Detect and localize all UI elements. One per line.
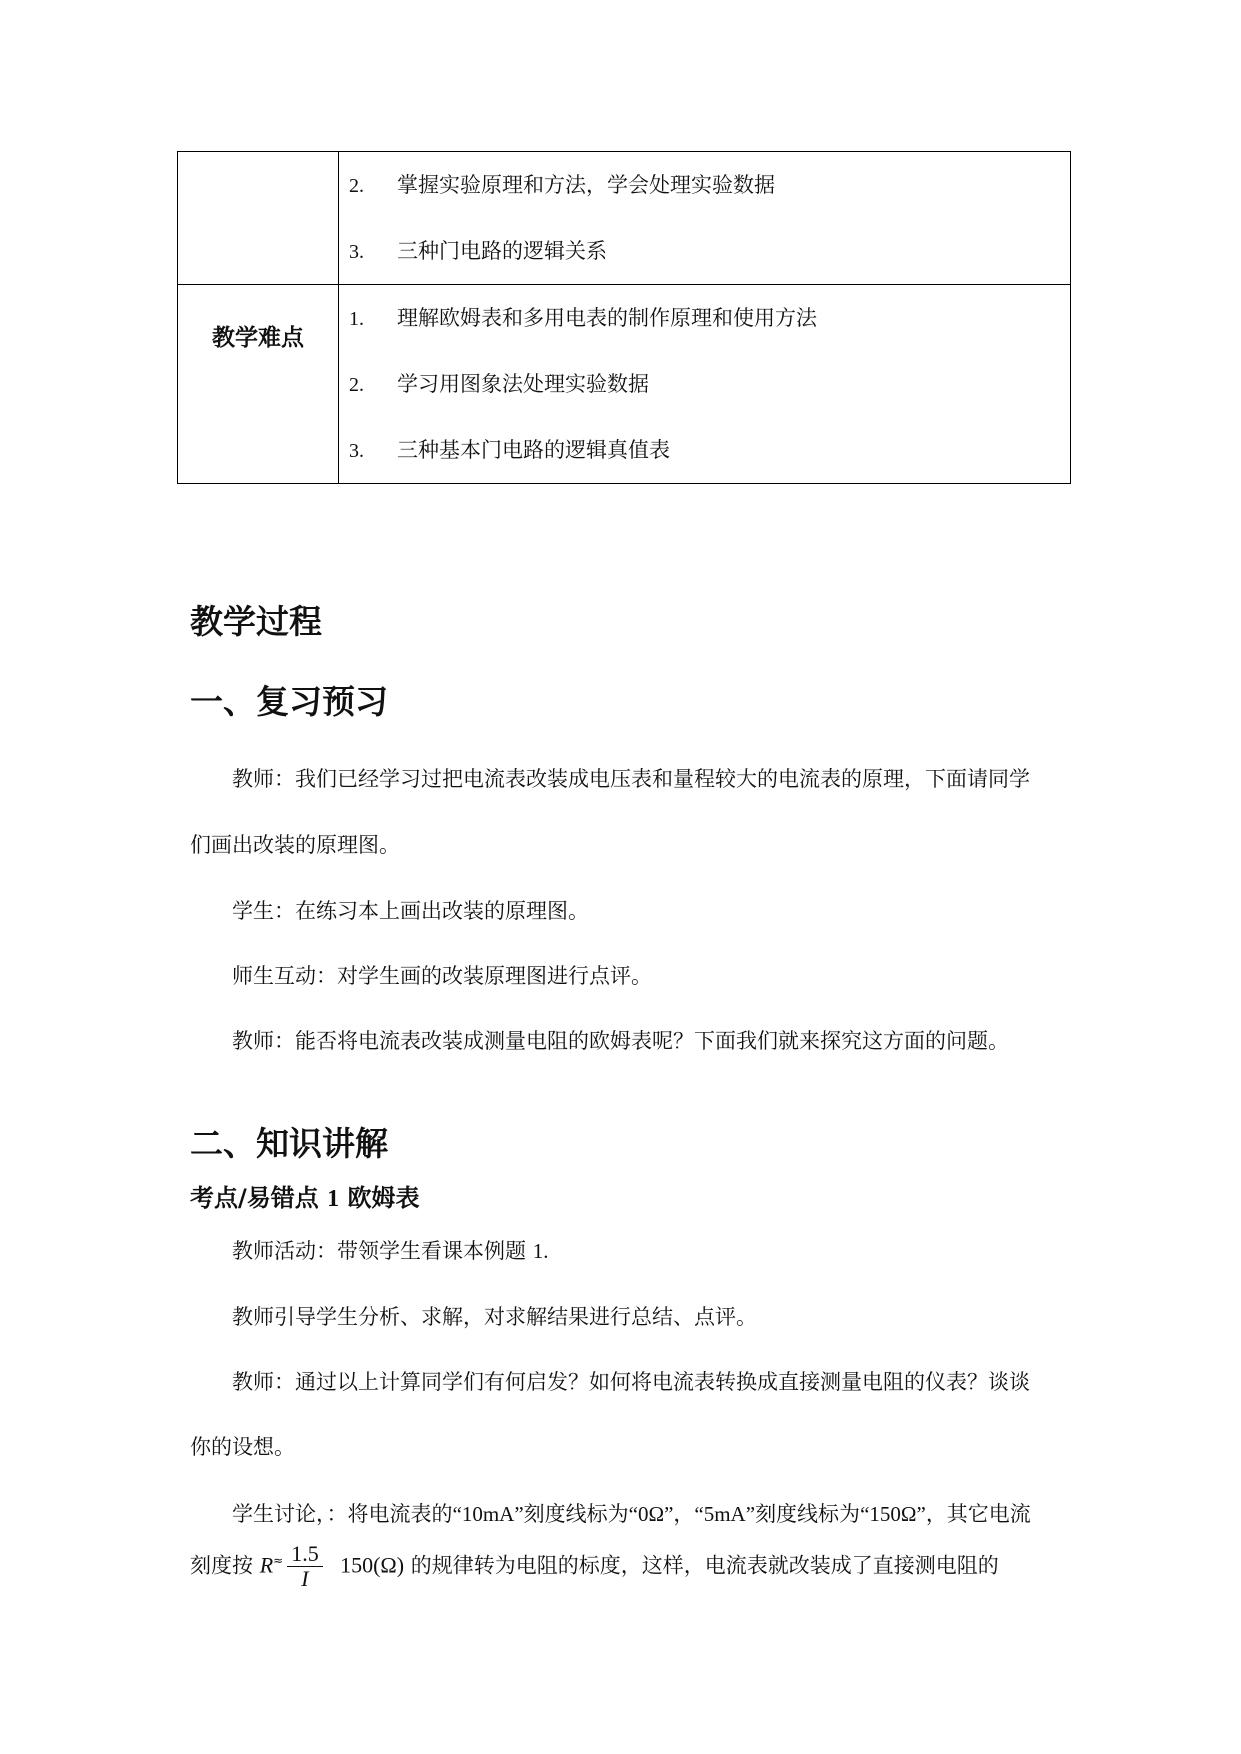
difficulty-label-cell [178, 285, 339, 484]
formula-fraction: $\frac{1.5}{I}$ [287, 1542, 323, 1591]
paragraph: 学生：在练习本上画出改装的原理图。 [232, 899, 589, 923]
paragraph: 们画出改装的原理图。 [190, 833, 400, 857]
objectives-table [177, 151, 1071, 484]
list-item: 3. 三种基本门电路的逻辑真值表 [349, 438, 670, 462]
list-item: 2. 掌握实验原理和方法，学会处理实验数据 [349, 173, 775, 197]
content-cell [339, 152, 1071, 285]
section2-title: 二、知识讲解 [190, 1124, 388, 1163]
process-title: 教学过程 [190, 602, 322, 641]
paragraph: 教师活动：带领学生看课本例题 1. [232, 1239, 549, 1263]
list-item: 2. 学习用图象法处理实验数据 [349, 372, 649, 396]
table-row [178, 152, 1071, 285]
paragraph: 教师：我们已经学习过把电流表改装成电压表和量程较大的电流表的原理，下面请同学 [232, 767, 1030, 791]
paragraph: 教师：能否将电流表改装成测量电阻的欧姆表呢？下面我们就来探究这方面的问题。 [232, 1029, 1009, 1053]
paragraph: 教师引导学生分析、求解，对求解结果进行总结、点评。 [232, 1305, 757, 1329]
paragraph: 师生互动：对学生画的改装原理图进行点评。 [232, 964, 652, 988]
formula-variable: R [259, 1552, 274, 1578]
list-item: 3. 三种门电路的逻辑关系 [349, 239, 607, 263]
section1-title: 一、复习预习 [190, 682, 388, 721]
formula-operator: ≈ [273, 1553, 284, 1568]
content-cell [339, 285, 1071, 484]
empty-label-cell [178, 152, 339, 285]
difficulty-label: 教学难点 [212, 325, 304, 351]
paragraph: 学生讨论，：将电流表的“10mA”刻度线标为“0Ω”，“5mA”刻度线标为“150Ω”，其它电流 [232, 1502, 1031, 1526]
paragraph: 教师：通过以上计算同学们有何启发？如何将电流表转换成直接测量电阻的仪表？谈谈 [232, 1370, 1030, 1394]
list-item: 1. 理解欧姆表和多用电表的制作原理和使用方法 [349, 306, 817, 330]
paragraph: 你的设想。 [190, 1435, 295, 1459]
subsection-title: 考点/易错点 1 欧姆表 [190, 1184, 420, 1212]
formula-tail: 150(Ω) [340, 1552, 405, 1578]
table-row [178, 285, 1071, 484]
paragraph-with-formula: 刻度按 R≈ $\frac{1.5}{I}$ 150(Ω) 的规律转为电阻的标度，这样，电流表就改装成了直接测电阻的 [190, 1541, 999, 1592]
